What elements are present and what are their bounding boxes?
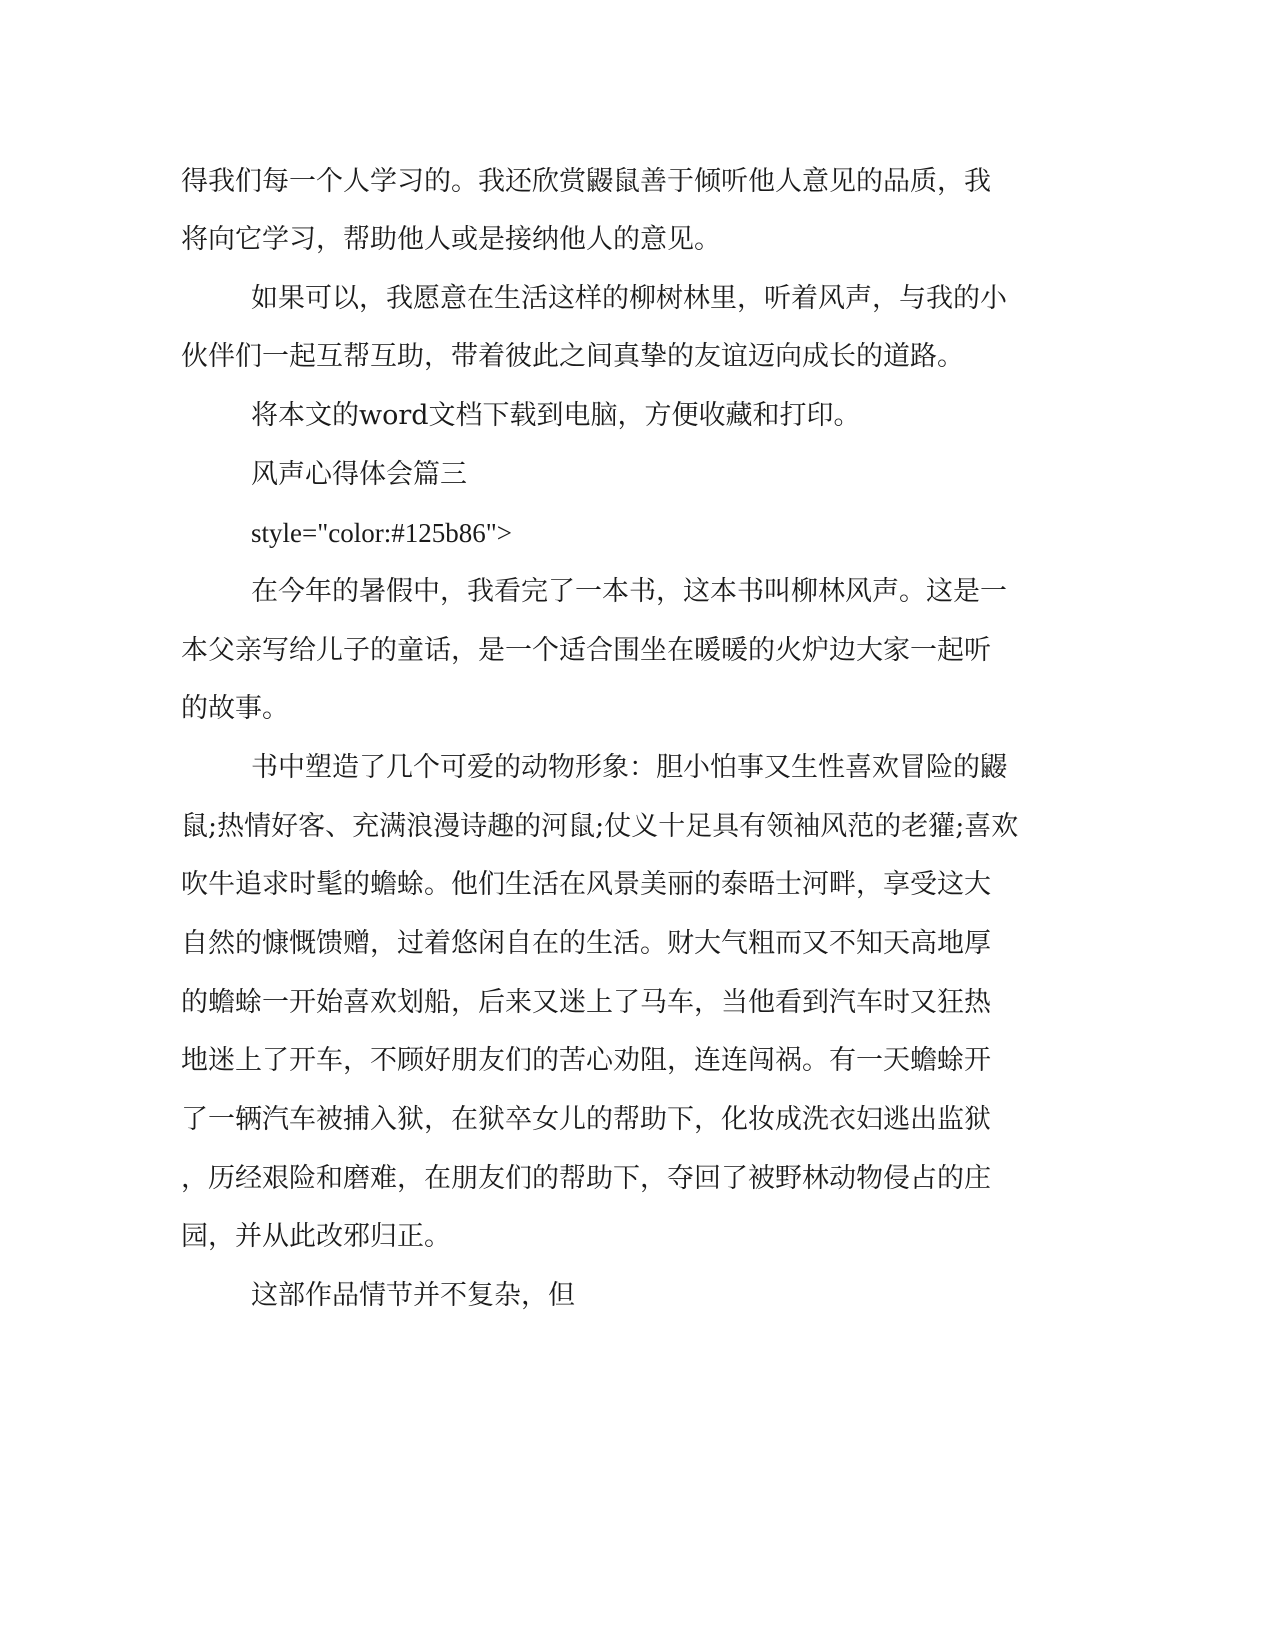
text-line: 自然的慷慨馈赠，过着悠闲自在的生活。财大气粗而又不知天高地厚 [181,928,991,959]
text-line: 在今年的暑假中，我看完了一本书，这本书叫柳林风声。这是一 [251,576,1007,607]
text-line: 伙伴们一起互帮互助，带着彼此之间真挚的友谊迈向成长的道路。 [181,341,964,372]
text-line: 的故事。 [181,693,289,724]
text-line: 本父亲写给儿子的童话，是一个适合围坐在暖暖的火炉边大家一起听 [181,635,991,666]
text-line: style="color:#125b86"> [251,518,512,548]
text-line: 将本文的word文档下载到电脑，方便收藏和打印。 [251,400,861,431]
text-line: 吹牛追求时髦的蟾蜍。他们生活在风景美丽的泰晤士河畔，享受这大 [181,869,991,900]
text-line: 这部作品情节并不复杂，但 [251,1280,575,1311]
text-line: 的蟾蜍一开始喜欢划船，后来又迷上了马车，当他看到汽车时又狂热 [181,987,991,1018]
text-line: 将向它学习，帮助他人或是接纳他人的意见。 [181,224,721,255]
text-line: ，历经艰险和磨难，在朋友们的帮助下，夺回了被野林动物侵占的庄 [181,1163,991,1194]
text-line: 得我们每一个人学习的。我还欣赏鼹鼠善于倾听他人意见的品质，我 [181,166,991,197]
section-heading: 风声心得体会篇三 [251,459,467,490]
text-line: 地迷上了开车，不顾好朋友们的苦心劝阻，连连闯祸。有一天蟾蜍开 [181,1045,991,1076]
text-line: 如果可以，我愿意在生活这样的柳树林里，听着风声，与我的小 [251,283,1007,314]
text-line: 鼠;热情好客、充满浪漫诗趣的河鼠;仗义十足具有领袖风范的老獾;喜欢 [181,811,1019,842]
text-line: 书中塑造了几个可爱的动物形象：胆小怕事又生性喜欢冒险的鼹 [251,752,1007,783]
text-line: 园，并从此改邪归正。 [181,1221,451,1252]
text-line: 了一辆汽车被捕入狱，在狱卒女儿的帮助下，化妆成洗衣妇逃出监狱 [181,1104,991,1135]
